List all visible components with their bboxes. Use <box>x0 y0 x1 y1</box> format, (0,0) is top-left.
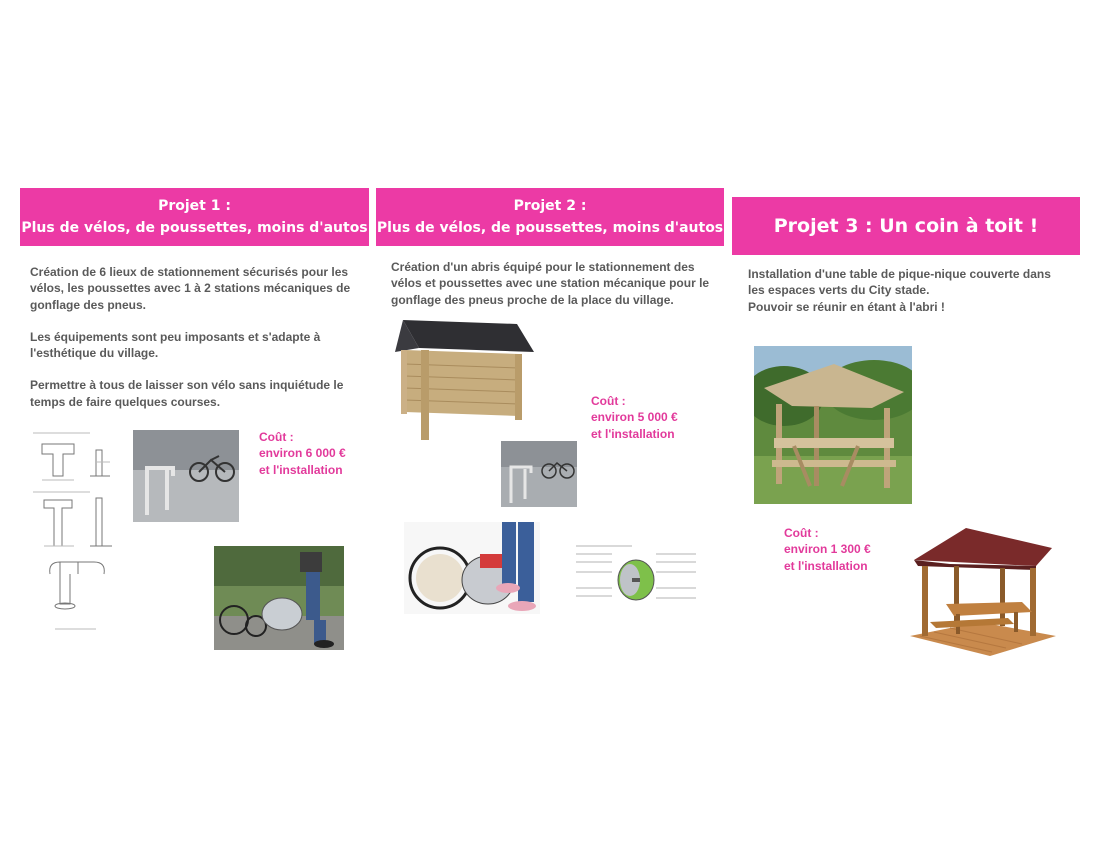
cost-note: et l'installation <box>784 558 868 573</box>
pump-station-photo <box>214 546 344 650</box>
project-1-paragraph: Les équipements sont peu imposants et s'adapte à l'esthétique du village. <box>30 329 321 361</box>
project-3-paragraph: Installation d'une table de pique-nique couverte dans les espaces verts du City stade. <box>748 267 1051 298</box>
project-3-paragraph: Pouvoir se réunir en étant à l'abri ! <box>748 299 945 314</box>
cost-note: et l'installation <box>591 426 675 441</box>
bike-rack-photo <box>133 430 239 522</box>
bike-rack-technical-drawing <box>30 428 125 638</box>
project-3-banner <box>732 197 1080 255</box>
cost-label: Coût : <box>784 526 819 540</box>
wooden-shelter-image <box>391 318 537 442</box>
cost-label: Coût : <box>259 430 294 444</box>
project-2-banner <box>376 188 724 246</box>
gazebo-picnic-table-image <box>910 526 1056 656</box>
foot-pump-photo <box>404 522 540 614</box>
project-1-banner <box>20 188 369 246</box>
project-2-description <box>391 259 721 324</box>
project-2-cost <box>591 393 678 442</box>
picnic-table-photo <box>754 346 912 504</box>
cost-note: et l'installation <box>259 462 343 477</box>
cost-label: Coût : <box>591 394 626 408</box>
pump-station-diagram <box>572 538 704 608</box>
project-1-paragraph: Création de 6 lieux de stationnement sécurisés pour les vélos, les poussettes avec 1 à 2 stations mécaniques de gonflage des pneus. <box>30 265 351 312</box>
cost-value: environ 6 000 € <box>259 446 346 461</box>
project-1-paragraph: Permettre à tous de laisser son vélo sans inquiétude le temps de faire quelques courses. <box>30 378 344 409</box>
project-2-title-line2: Plus de vélos, de poussettes, moins d'autos <box>376 220 724 236</box>
cost-value: environ 5 000 € <box>591 410 678 425</box>
project-1-cost <box>259 429 346 478</box>
project-1-title-line2: Plus de vélos, de poussettes, moins d'autos <box>21 220 368 236</box>
project-2-title-line1: Projet 2 : <box>513 198 587 214</box>
project-3-cost <box>784 525 871 574</box>
project-1-title-line1: Projet 1 : <box>158 198 231 214</box>
project-3-title: Projet 3 : Un coin à toit ! <box>773 215 1039 237</box>
project-3-description <box>748 266 1068 315</box>
project-2-paragraph: Création d'un abris équipé pour le stationnement des vélos et poussettes avec une station mécanique pour le gonflage des pneus proche de la place du village. <box>391 260 710 307</box>
cost-value: environ 1 300 € <box>784 542 871 557</box>
project-1-description <box>30 264 360 426</box>
bike-rack-photo-small <box>501 441 577 507</box>
